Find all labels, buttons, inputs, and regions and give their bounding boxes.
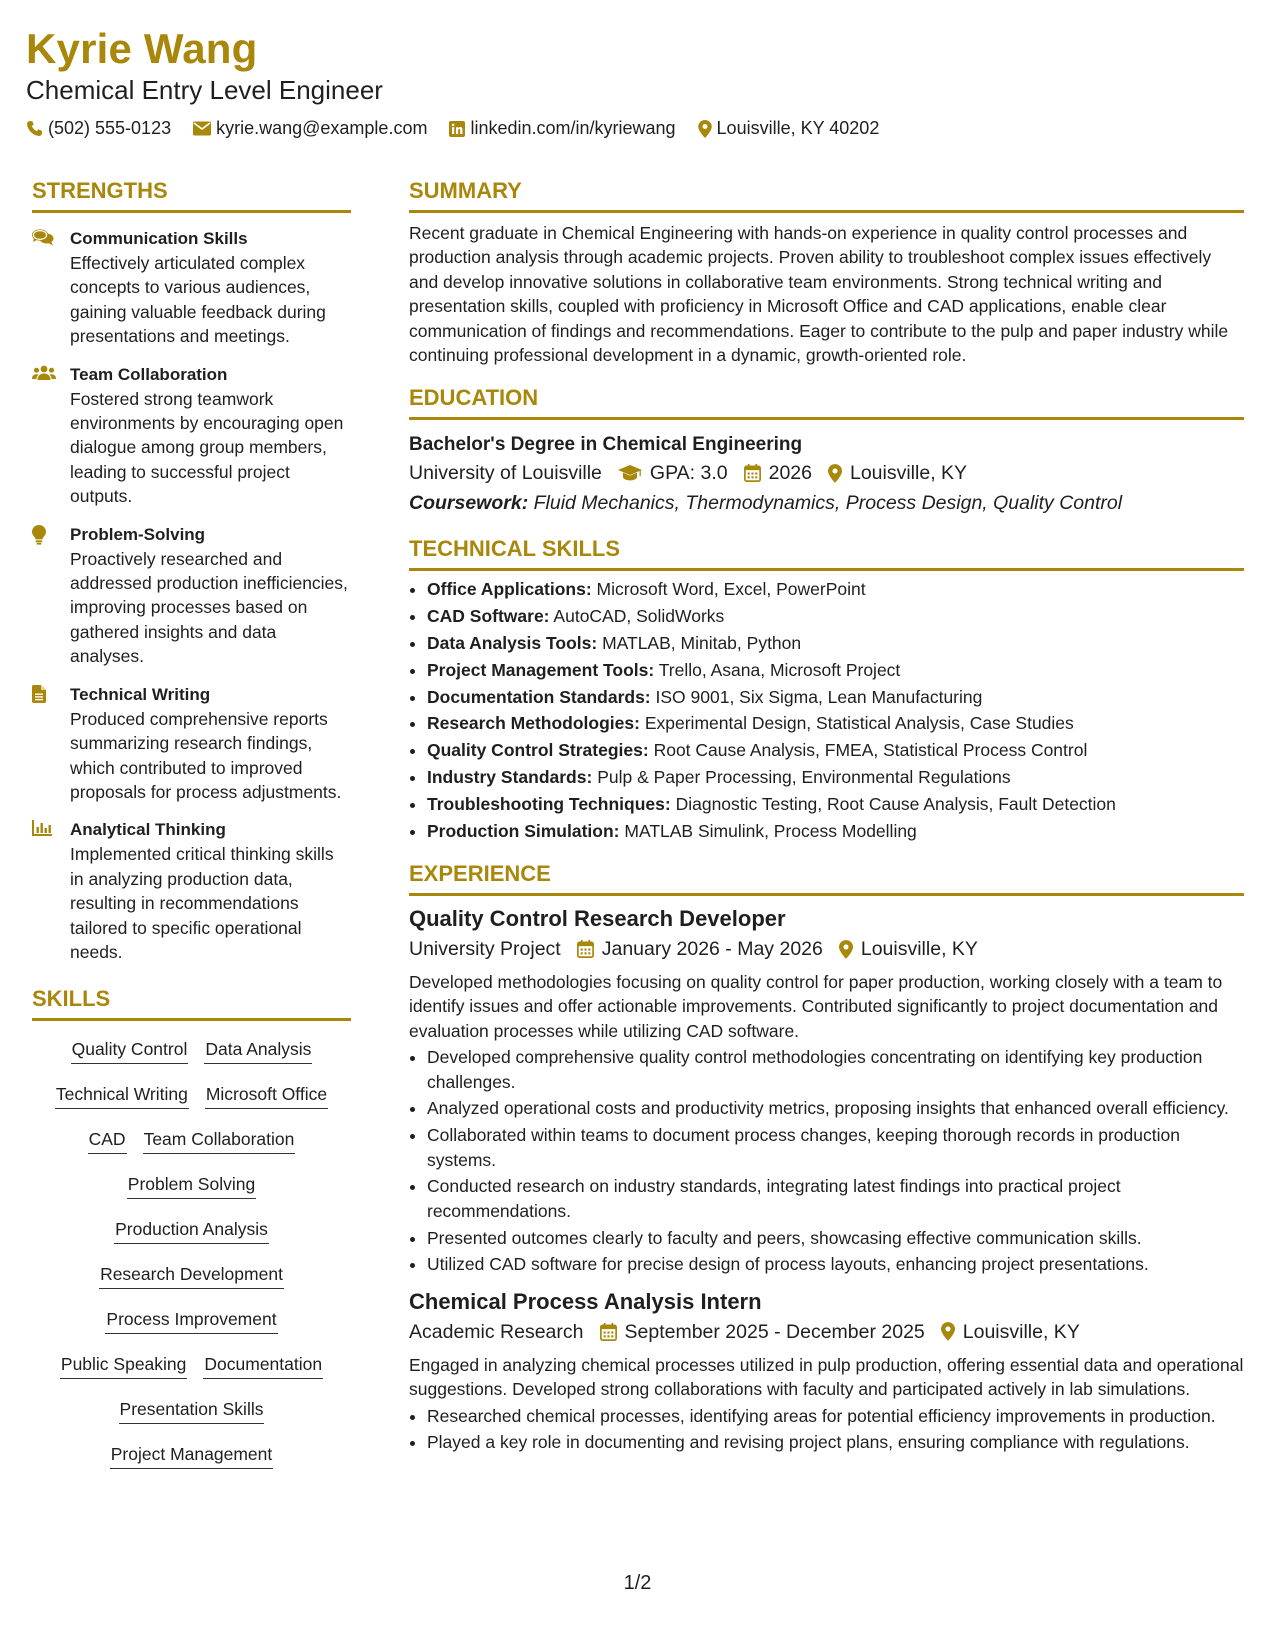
map-pin-icon (698, 120, 712, 138)
job-title: Quality Control Research Developer (409, 906, 786, 932)
skill-value: MATLAB, Minitab, Python (602, 633, 802, 654)
linkedin-text: linkedin.com/in/kyriewang (470, 118, 676, 138)
skill-tag: Technical Writing (55, 1082, 189, 1109)
skill-value: Microsoft Word, Excel, PowerPoint (596, 579, 866, 600)
list-item: • Presented outcomes clearly to faculty and peers, showcasing effective communication skills. (427, 1226, 1244, 1250)
skill-row (32, 1262, 351, 1289)
job-title: Chemical Process Analysis Intern (409, 1288, 762, 1314)
skill-label: Data Analysis Tools: (427, 633, 598, 654)
strength-description: Proactively researched and addressed production inefficiencies, improving processes based on gathered insights and data analyses. (70, 548, 348, 667)
linkedin-icon (449, 121, 465, 137)
list-item: • Utilized CAD software for precise design of process layouts, enhancing project presentations. (427, 1252, 1244, 1276)
graduation-cap-icon (618, 465, 642, 481)
location-text: Louisville, KY 40202 (716, 118, 880, 138)
skill-tag: Microsoft Office (205, 1082, 328, 1109)
technical-skills-title: TECHNICAL SKILLS (409, 536, 1244, 571)
location-text: Louisville, KY (860, 938, 978, 961)
skills-title: SKILLS (32, 986, 351, 1021)
job-dates (600, 1317, 925, 1347)
degree-title: Bachelor's Degree in Chemical Engineering (409, 434, 803, 456)
strength-title: Technical Writing (70, 684, 211, 704)
summary-text: Recent graduate in Chemical Engineering with hands-on experience in quality control processes and production analysis through academic projects. Proven ability to troubleshoot complex issues effectively and develop innovative solutions in collaborative team environments. Strong technical writing and presentation skills, coupled with proficiency in Microsoft Office and CAD applications, enable clear communication of findings and recommendations. Eager to contribute to the pulp and paper industry while continuing professional development in a dynamic, growth-oriented role. (409, 223, 1229, 366)
skill-tag: Presentation Skills (119, 1397, 265, 1424)
skill-value: Trello, Asana, Microsoft Project (658, 659, 901, 680)
year-text: 2026 (768, 462, 812, 485)
coursework-list: Fluid Mechanics, Thermodynamics, Process Design, Quality Control (533, 492, 1123, 515)
job-org: Academic Research (409, 1320, 584, 1343)
skill-row (32, 1352, 351, 1379)
dates-text: January 2026 - May 2026 (601, 938, 823, 961)
education-meta (409, 458, 1244, 488)
job-bullets (409, 1045, 1244, 1277)
skill-tag: Data Analysis (204, 1037, 312, 1064)
skill-label: Industry Standards: (427, 767, 593, 788)
education-section (409, 385, 1244, 518)
school-name: University of Louisville (409, 462, 602, 485)
skill-tag: Production Analysis (114, 1217, 269, 1244)
strength-title: Analytical Thinking (70, 820, 226, 840)
list-item: • Played a key role in documenting and revising project plans, ensuring compliance with regulations. (427, 1430, 1244, 1454)
skill-value: Experimental Design, Statistical Analysis, Case Studies (644, 713, 1074, 734)
list-item: • Developed comprehensive quality control methodologies concentrating on identifying key production challenges. (427, 1045, 1244, 1094)
gpa-text: GPA: 3.0 (649, 462, 728, 485)
list-item (427, 658, 1244, 682)
comments-icon (32, 229, 54, 246)
list-item (427, 604, 1244, 628)
coursework (409, 488, 1244, 518)
experience-title: EXPERIENCE (409, 861, 1244, 896)
skill-label: Office Applications: (427, 579, 592, 600)
skill-tag: Research Development (99, 1262, 284, 1289)
skill-label: Project Management Tools: (427, 659, 655, 680)
skill-tag: Project Management (110, 1442, 273, 1469)
skill-label: Troubleshooting Techniques: (427, 793, 671, 814)
contact-phone[interactable] (26, 118, 171, 139)
skill-tag: CAD (88, 1127, 127, 1154)
skill-label: CAD Software: (427, 606, 550, 627)
job-description: Developed methodologies focusing on quality control for paper production, working closely with a team to identify issues and offer actionable improvements. Contributed significantly to project documentation and evaluation processes while utilizing CAD software. (409, 972, 1223, 1041)
skill-value: ISO 9001, Six Sigma, Lean Manufacturing (655, 686, 983, 707)
candidate-role: Chemical Entry Level Engineer (26, 75, 383, 105)
phone-icon (26, 120, 43, 137)
skill-row (32, 1397, 351, 1424)
list-item (427, 819, 1244, 843)
map-pin-icon (839, 940, 853, 959)
users-icon (32, 365, 56, 381)
skill-row (32, 1082, 351, 1109)
location-text: Louisville, KY (962, 1320, 1080, 1343)
summary-title: SUMMARY (409, 178, 1244, 213)
technical-skills-list (409, 577, 1244, 843)
gpa-item (618, 458, 728, 488)
strengths-title: STRENGTHS (32, 178, 351, 213)
skill-row (32, 1307, 351, 1334)
calendar-icon (577, 940, 594, 958)
strength-title: Problem-Solving (70, 524, 206, 544)
job-location (839, 934, 978, 964)
phone-text: (502) 555-0123 (48, 118, 172, 138)
contact-linkedin[interactable] (449, 118, 675, 139)
experience-section (409, 861, 1244, 1455)
job-entry (409, 904, 1244, 1277)
job-org: University Project (409, 938, 561, 961)
map-pin-icon (828, 464, 842, 483)
lightbulb-icon (32, 525, 46, 545)
skill-value: Root Cause Analysis, FMEA, Statistical Process Control (653, 740, 1088, 761)
year-item (744, 458, 812, 488)
job-dates (577, 934, 823, 964)
job-meta (409, 934, 1244, 964)
skill-tag: Team Collaboration (143, 1127, 296, 1154)
skill-value: MATLAB Simulink, Process Modelling (624, 820, 917, 841)
skill-row (32, 1172, 351, 1199)
strength-title: Team Collaboration (70, 364, 228, 384)
list-item (427, 711, 1244, 735)
contact-bar (26, 118, 1249, 139)
skill-label: Research Methodologies: (427, 713, 640, 734)
skill-value: Diagnostic Testing, Root Cause Analysis, Fault Detection (675, 793, 1116, 814)
contact-email[interactable] (193, 118, 427, 139)
list-item (427, 792, 1244, 816)
strength-item (32, 363, 351, 509)
coursework-label: Coursework: (409, 492, 529, 515)
list-item (427, 685, 1244, 709)
list-item (427, 765, 1244, 789)
technical-skills-section (409, 536, 1244, 843)
contact-location (698, 118, 880, 139)
list-item: • Analyzed operational costs and productivity metrics, proposing insights that enhanced overall efficiency. (427, 1096, 1244, 1120)
job-description: Engaged in analyzing chemical processes utilized in pulp production, offering essential data and operational suggestions. Developed strong collaborations with faculty and participated actively in lab simulations. (409, 1354, 1244, 1400)
right-column (409, 178, 1244, 1457)
job-meta (409, 1317, 1244, 1347)
skill-tag: Process Improvement (105, 1307, 277, 1334)
resume-header (26, 24, 1249, 139)
strength-description: Produced comprehensive reports summarizing research findings, which contributed to improved proposals for process adjustments. (70, 708, 342, 802)
skill-row (32, 1442, 351, 1469)
job-location (941, 1317, 1080, 1347)
skill-label: Quality Control Strategies: (427, 740, 649, 761)
strength-item (32, 818, 351, 964)
strength-item (32, 227, 351, 349)
summary-section (409, 178, 1244, 367)
list-item: • Collaborated within teams to document process changes, keeping thorough records in production systems. (427, 1123, 1244, 1172)
list-item: • Conducted research on industry standards, integrating latest findings into practical project recommendations. (427, 1174, 1244, 1223)
email-text: kyrie.wang@example.com (216, 118, 428, 138)
skill-value: Pulp & Paper Processing, Environmental Regulations (597, 767, 1011, 788)
job-entry (409, 1287, 1244, 1455)
location-text: Louisville, KY (849, 462, 968, 485)
envelope-icon (193, 121, 211, 136)
calendar-icon (744, 464, 761, 482)
strength-item (32, 523, 351, 669)
list-item (427, 631, 1244, 655)
education-location (828, 458, 967, 488)
skill-row (32, 1127, 351, 1154)
skill-row (32, 1217, 351, 1244)
page-number: 1/2 (623, 1572, 652, 1594)
skill-row (32, 1037, 351, 1064)
list-item: • Researched chemical processes, identifying areas for potential efficiency improvements in production. (427, 1404, 1244, 1428)
list-item (427, 577, 1244, 601)
calendar-icon (600, 1323, 617, 1341)
skill-tag: Documentation (203, 1352, 323, 1379)
skill-tag: Public Speaking (60, 1352, 188, 1379)
education-title: EDUCATION (409, 385, 1244, 420)
dates-text: September 2025 - December 2025 (624, 1320, 925, 1343)
strength-description: Fostered strong teamwork environments by encouraging open dialogue among group members, leading to successful project outputs. (70, 388, 344, 507)
document-icon (32, 685, 46, 703)
candidate-name: Kyrie Wang (26, 25, 258, 72)
strength-description: Effectively articulated complex concepts to various audiences, gaining valuable feedback during presentations and meetings. (70, 253, 326, 347)
skill-label: Documentation Standards: (427, 686, 651, 707)
skill-label: Production Simulation: (427, 820, 620, 841)
skill-tag: Quality Control (71, 1037, 189, 1064)
strength-title: Communication Skills (70, 229, 248, 248)
skill-tag: Problem Solving (127, 1172, 256, 1199)
list-item (427, 738, 1244, 762)
left-column (32, 178, 351, 1469)
map-pin-icon (941, 1322, 955, 1341)
bar-chart-icon (32, 820, 52, 836)
skill-value: AutoCAD, SolidWorks (553, 606, 725, 627)
strength-description: Implemented critical thinking skills in analyzing production data, resulting in recommendations tailored to specific operational needs. (70, 844, 334, 962)
skills-list (32, 1037, 351, 1469)
job-bullets (409, 1404, 1244, 1455)
strength-item (32, 683, 351, 805)
